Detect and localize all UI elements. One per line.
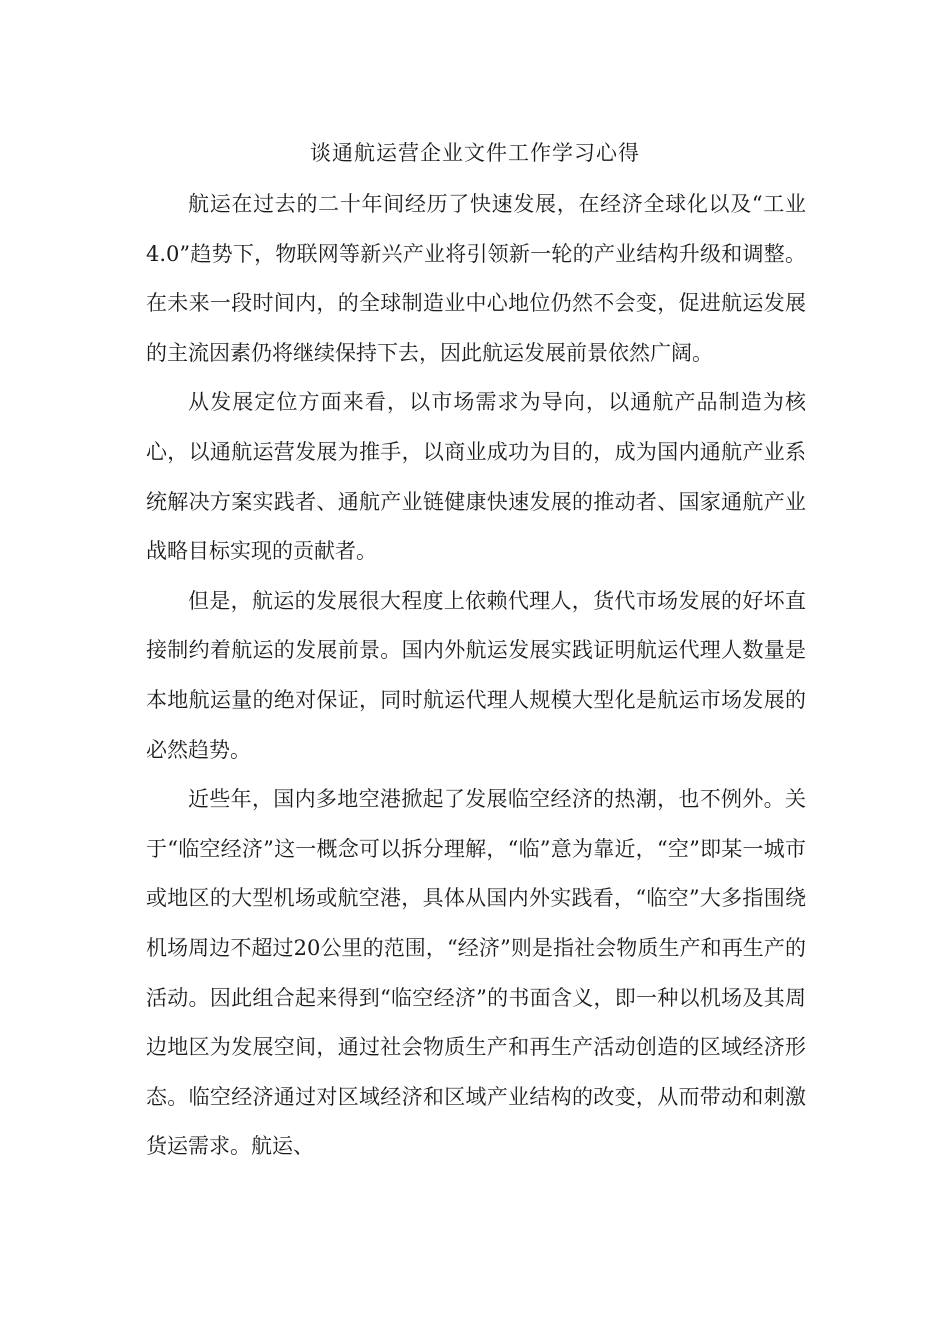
document-title: 谈通航运营企业文件工作学习心得 — [310, 141, 640, 165]
paragraph-1: 航运在过去的二十年间经历了快速发展，在经济全球化以及“工业4.0”趋势下，物联网等新兴产业将引领新一轮的产业结构升级和调整。在未来一段时间内，的全球制造业中心地位仍然不会变，促进航运发展的主流因素仍将继续保持下去，因此航运发展前景依然广阔。 — [146, 192, 806, 365]
paragraph-3: 但是，航运的发展很大程度上依赖代理人，货代市场发展的好坏直接制约着航运的发展前景。国内外航运发展实践证明航运代理人数量是本地航运量的绝对保证，同时航运代理人规模大型化是航运市场发展的必然趋势。 — [146, 588, 806, 762]
document-body — [146, 180, 806, 1172]
paragraph-2: 从发展定位方面来看，以市场需求为导向，以通航产品制造为核心，以通航运营发展为推手，以商业成功为目的，成为国内通航产业系统解决方案实践者、通航产业链健康快速发展的推动者、国家通航产业战略目标实现的贡献者。 — [146, 390, 806, 564]
paragraph-4: 近些年，国内多地空港掀起了发展临空经济的热潮，也不例外。关于“临空经济”这一概念可以拆分理解，“临”意为靠近，“空”即某一城市或地区的大型机场或航空港，具体从国内外实践看，“临空”大多指围绕机场周边不超过20公里的范围，“经济”则是指社会物质生产和再生产的活动。因此组合起来得到“临空经济”的书面含义，即一种以机场及其周边地区为发展空间，通过社会物质生产和再生产活动创造的区域经济形态。临空经济通过对区域经济和区域产业结构的改变，从而带动和刺激货运需求。航运、 — [146, 787, 806, 1159]
